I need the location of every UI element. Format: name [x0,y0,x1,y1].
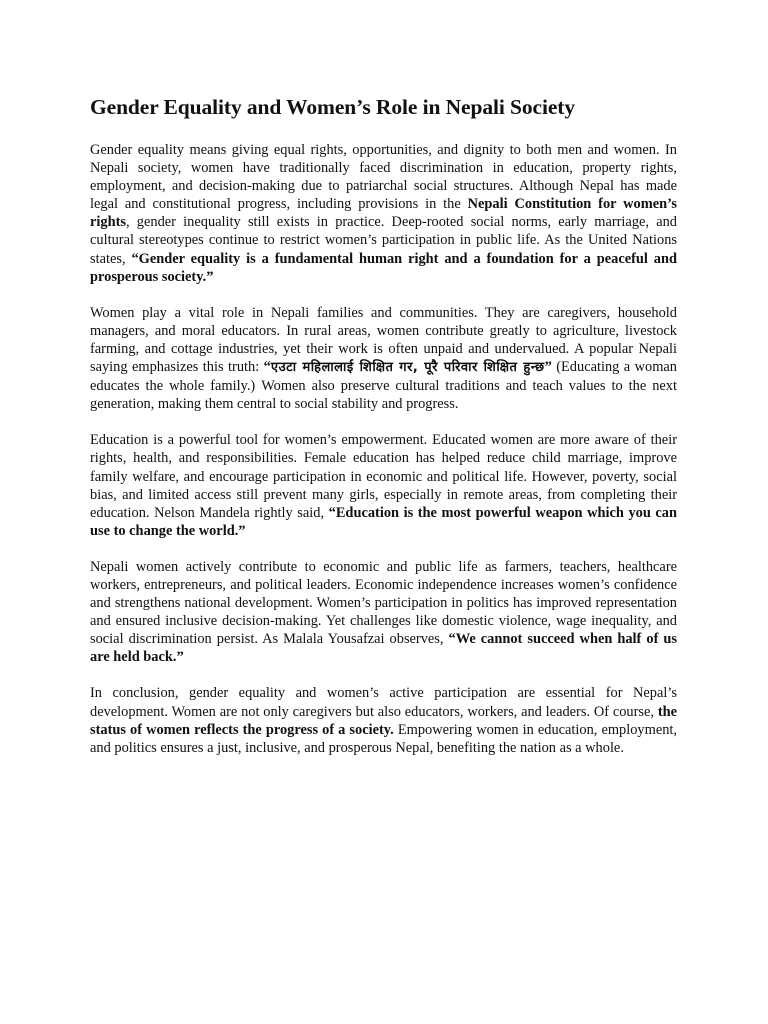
paragraph-4 [90,558,677,667]
document-page [90,92,677,775]
document-title: Gender Equality and Women’s Role in Nepali Society [90,95,575,119]
paragraph-5-bold-1: the status of women reflects the progress of a society. [90,703,677,738]
paragraph-4-text-1: Nepali women actively contribute to economic and public life as farmers, teachers, healthcare workers, entrepreneurs, and political leaders. Economic independence increases women’s confidence and strengthens national development. Women’s participation in politics has improved representation and ensured inclusive decision-making. Yet challenges like domestic violence, wage inequality, and social discrimination persist. As Malala Yousafzai observes, [90,558,677,648]
paragraph-5-text-2: Empowering women in education, employment, and politics ensures a just, inclusive, and prosperous Nepal, benefiting the nation as a whole. [90,721,677,756]
paragraph-2-close-quote: ” [544,359,552,376]
paragraph-5-text-1: In conclusion, gender equality and women’s active participation are essential for Nepal’s development. Women are not only caregivers but also educators, workers, and leaders. Of course, [90,685,677,720]
paragraph-3-quote: “Education is the most powerful weapon which you can use to change the world.” [90,504,677,539]
paragraph-2-open-quote: “ [263,359,271,376]
paragraph-1 [90,141,677,286]
paragraph-5 [90,684,677,756]
paragraph-4-quote: “We cannot succeed when half of us are held back.” [90,631,678,666]
paragraph-1-text-1: Gender equality means giving equal rights, opportunities, and dignity to both men and women. In Nepali society, women have traditionally faced discrimination in education, property rights, employment, and decision-making due to patriarchal social structures. Although Nepal has made legal and constitutional progress, including provisions in the [90,142,677,213]
paragraph-3-text-1: Education is a powerful tool for women’s empowerment. Educated women are more aware of their rights, health, and responsibilities. Female education has helped reduce child marriage, improve family welfare, and encourage participation in economic and political life. However, poverty, social bias, and limited access still prevent many girls, especially in remote areas, from completing their education. Nelson Mandela rightly said, [90,432,677,521]
paragraph-3 [90,431,677,540]
paragraph-1-text-2: , gender inequality still exists in practice. Deep-rooted social norms, early marriage, and cultural stereotypes continue to restrict women’s participation in public life. As the United Nations states, [90,214,677,267]
paragraph-2-text-2: (Educating a woman educates the whole family.) Women also preserve cultural traditions and teach values to the next generation, making them central to social stability and progress. [90,359,677,413]
paragraph-1-quote: “Gender equality is a fundamental human right and a foundation for a peaceful and prosperous society.” [90,250,677,285]
nepali-saying: एउटा महिलालाई शिक्षित गर, पूरै परिवार शिक्षित हुन्छ [270,360,545,376]
paragraph-1-bold-1: Nepali Constitution for women’s rights [90,196,677,231]
paragraph-2-text-1: Women play a vital role in Nepali families and communities. They are caregivers, household managers, and moral educators. In rural areas, women contribute greatly to agriculture, livestock farming, and cottage industries, yet their work is often unpaid and undervalued. A popular Nepali saying emphasizes this truth: [90,304,677,376]
paragraph-2 [90,304,677,414]
